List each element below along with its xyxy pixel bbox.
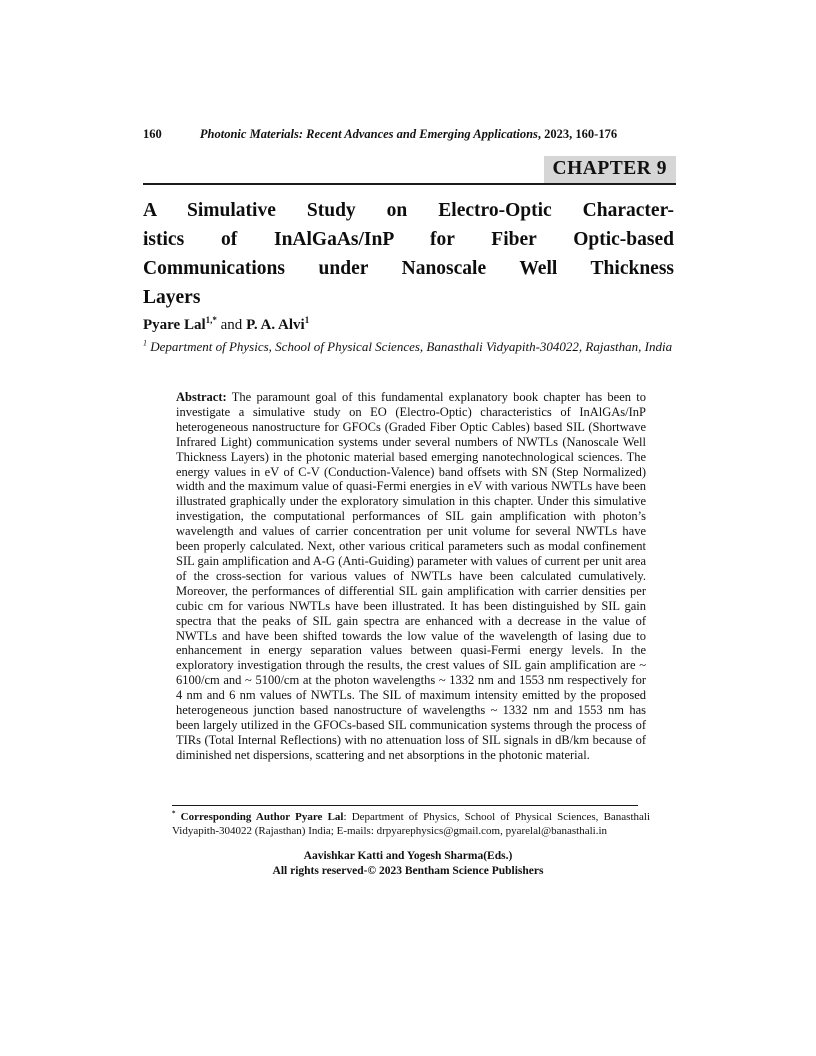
chapter-title-line-3: Communications under Nanoscale Well Thickness bbox=[143, 258, 674, 279]
running-title-italic: Photonic Materials: Recent Advances and Emerging Applications bbox=[199, 127, 538, 141]
running-title-suffix: , 2023, 160-176 bbox=[537, 127, 618, 141]
abstract bbox=[176, 390, 646, 763]
page-number: 160 bbox=[143, 127, 162, 141]
footnote-text: : Department of Physics, School of Physical Sciences, Banasthali Vidyapith-304022 (Rajasthan) India; E-mails: drpyarephysics@gmail.com, pyarelal@banasthali.in bbox=[172, 811, 651, 838]
chapter-title-line-2: istics of InAlGaAs/InP for Fiber Optic-based bbox=[143, 229, 674, 250]
footnote-bold-lead: Corresponding Author Pyare Lal bbox=[180, 811, 344, 823]
running-header bbox=[143, 127, 674, 145]
header-rule bbox=[143, 183, 676, 185]
publisher-imprint bbox=[0, 849, 816, 878]
rights-line: All rights reserved-© 2023 Bentham Science Publishers bbox=[272, 864, 544, 877]
editors-line: Aavishkar Katti and Yogesh Sharma(Eds.) bbox=[303, 850, 513, 862]
chapter-badge: CHAPTER 9 bbox=[544, 156, 676, 184]
abstract-label: Abstract: bbox=[176, 390, 227, 404]
author-connector: and bbox=[216, 317, 247, 333]
affiliation-superscript: 1 bbox=[143, 338, 147, 348]
affiliation-text: Department of Physics, School of Physical Sciences, Banasthali Vidyapith-304022, Rajasthan, India bbox=[150, 339, 673, 354]
corresponding-author-footnote bbox=[172, 810, 650, 839]
abstract-text: The paramount goal of this fundamental explanatory book chapter has been to investigate a simulative study on EO (Electro-Optic) characteristics of InAlGAs/InP heterogeneous nanostructure for GFOCs (Graded Fiber Optic Cables) based SIL (Shortwave Infrared Light) communication systems under several numbers of NWTLs (Nanoscale Well Thickness Layers) in the photonic material based emerging nanotechnological sciences. The energy values in eV of C-V (Conduction-Valence) band offsets with SN (Step Normalized) width and the maximum value of quasi-Fermi energies in eV with various NWTLs have been illustrated graphically under the exploratory simulation in this chapter. Under this simulative investigation, the computational performances of SIL gain amplification with photon’s wavelength and values of carrier concentration per unit volume for several NWTLs have been properly calculated. Next, other various critical parameters such as modal confinement SIL gain amplification and A-G (Anti-Guiding) parameter with values of current per unit area of the cross-section for various values of NWTLs have been calculated cumulatively. Moreover, the performances of differential SIL gain amplification with carrier densities per cubic cm for various NWTLs have been illustrated. It has been distinguished by SIL gain spectra that the peaks of SIL gain spectra are enhanced with a decrease in the value of NWTLs and have been shifted towards the low value of the wavelength of lasing due to enhancement in energy separation values between quasi-Fermi energy levels. In the exploratory investigation through the results, the crest values of SIL gain amplification are ~ 6100/cm and ~ 5100/cm at the photon wavelengths ~ 1332 nm and 1553 nm respectively for 4 nm and 6 nm values of NWTLs. The SIL of maximum intensity emitted by the proposed heterogeneous junction based nanostructure of wavelengths ~ 1332 nm and 1553 nm has been largely utilized in the GFOCs-based SIL communication systems through the process of TIRs (Total Internal Reflections) with no attenuation loss of SIL signals in dB/km because of diminished net dispersions, scattering and net absorptions in the photonic material. bbox=[176, 390, 646, 762]
footnote-rule bbox=[172, 805, 638, 806]
author-line bbox=[143, 317, 674, 334]
author-1: Pyare Lal bbox=[143, 317, 206, 333]
chapter-title bbox=[143, 196, 674, 312]
chapter-title-line-4: Layers bbox=[143, 287, 201, 308]
chapter-title-line-1: A Simulative Study on Electro-Optic Character- bbox=[143, 200, 674, 221]
footnote-asterisk: * bbox=[172, 809, 176, 818]
author-2-superscript: 1 bbox=[304, 315, 310, 325]
author-1-superscript: 1,* bbox=[205, 315, 217, 325]
running-title bbox=[143, 127, 674, 142]
author-2: P. A. Alvi bbox=[246, 317, 305, 333]
affiliation bbox=[143, 339, 674, 355]
